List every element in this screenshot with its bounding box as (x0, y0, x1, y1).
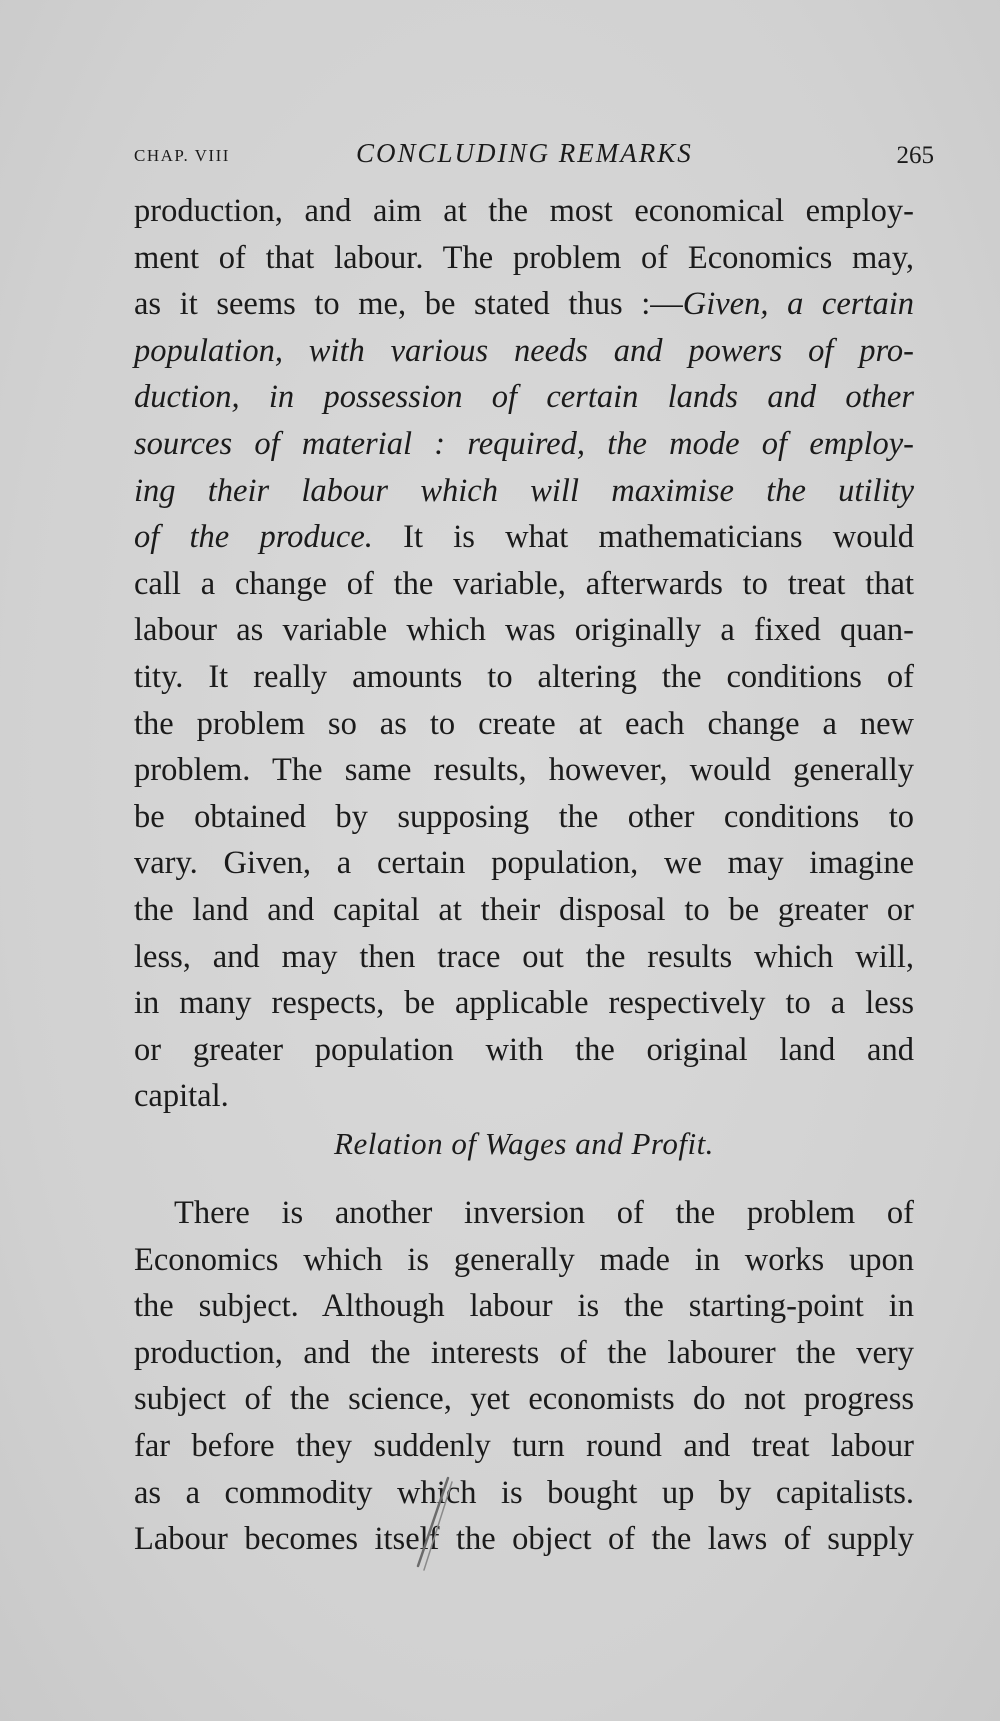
page-number: 265 (896, 142, 934, 169)
text-line: call a change of the variable, afterwards to treat that (134, 565, 914, 602)
text-line: sources of material : required, the mode of employ- (134, 425, 914, 462)
text-line: vary. Given, a certain population, we may imagine (134, 845, 914, 882)
text-line: population, with various needs and powers of pro- (134, 332, 914, 369)
running-head (134, 138, 934, 172)
text-span: It is what mathematicians would (372, 519, 915, 556)
text-line: the problem so as to create at each change a new (134, 705, 914, 742)
text-line: be obtained by supposing the other conditions to (134, 798, 914, 835)
text-line: less, and may then trace out the results which will, (134, 938, 914, 975)
text-line: Economics which is generally made in works upon (134, 1241, 914, 1278)
text-line: ing their labour which will maximise the utility (134, 472, 914, 509)
paragraph-2 (134, 1190, 914, 1563)
italic-span: of the produce. (134, 519, 373, 556)
text-line: labour as variable which was originally a fixed quan- (134, 612, 914, 649)
text-line: tity. It really amounts to altering the conditions of (134, 658, 914, 695)
text-line: capital. (134, 1078, 229, 1115)
text-line: Labour becomes itself the object of the laws of supply (134, 1521, 914, 1558)
chapter-title: CONCLUDING REMARKS (356, 138, 693, 168)
text-line: the subject. Although labour is the starting-point in (134, 1288, 914, 1325)
text-line (134, 281, 914, 328)
section-heading: Relation of Wages and Profit. (334, 1126, 714, 1161)
text-line (134, 514, 914, 561)
text-line: as a commodity which is bought up by capitalists. (134, 1474, 914, 1511)
chapter-label: CHAP. VIII (134, 146, 230, 165)
paragraph-1 (134, 188, 914, 1120)
text-line: problem. The same results, however, would generally (134, 752, 914, 789)
text-line: production, and aim at the most economical employ- (134, 193, 914, 229)
text-line: ment of that labour. The problem of Economics may, (134, 239, 914, 276)
text-line: far before they suddenly turn round and treat labour (134, 1427, 914, 1464)
text-line: or greater population with the original land and (134, 1031, 914, 1068)
text-line: production, and the interests of the labourer the very (134, 1334, 914, 1371)
text-line: in many respects, be applicable respectively to a less (134, 985, 914, 1022)
pencil-mark (408, 1474, 468, 1574)
text-line: subject of the science, yet economists do not progress (134, 1381, 914, 1418)
text-line: There is another inversion of the problem of (174, 1195, 914, 1231)
text-line: the land and capital at their disposal to be greater or (134, 891, 914, 928)
text-line: duction, in possession of certain lands and other (134, 379, 914, 416)
text-span: as it seems to me, be stated thus :— (134, 286, 683, 323)
italic-span: Given, a certain (682, 286, 914, 323)
